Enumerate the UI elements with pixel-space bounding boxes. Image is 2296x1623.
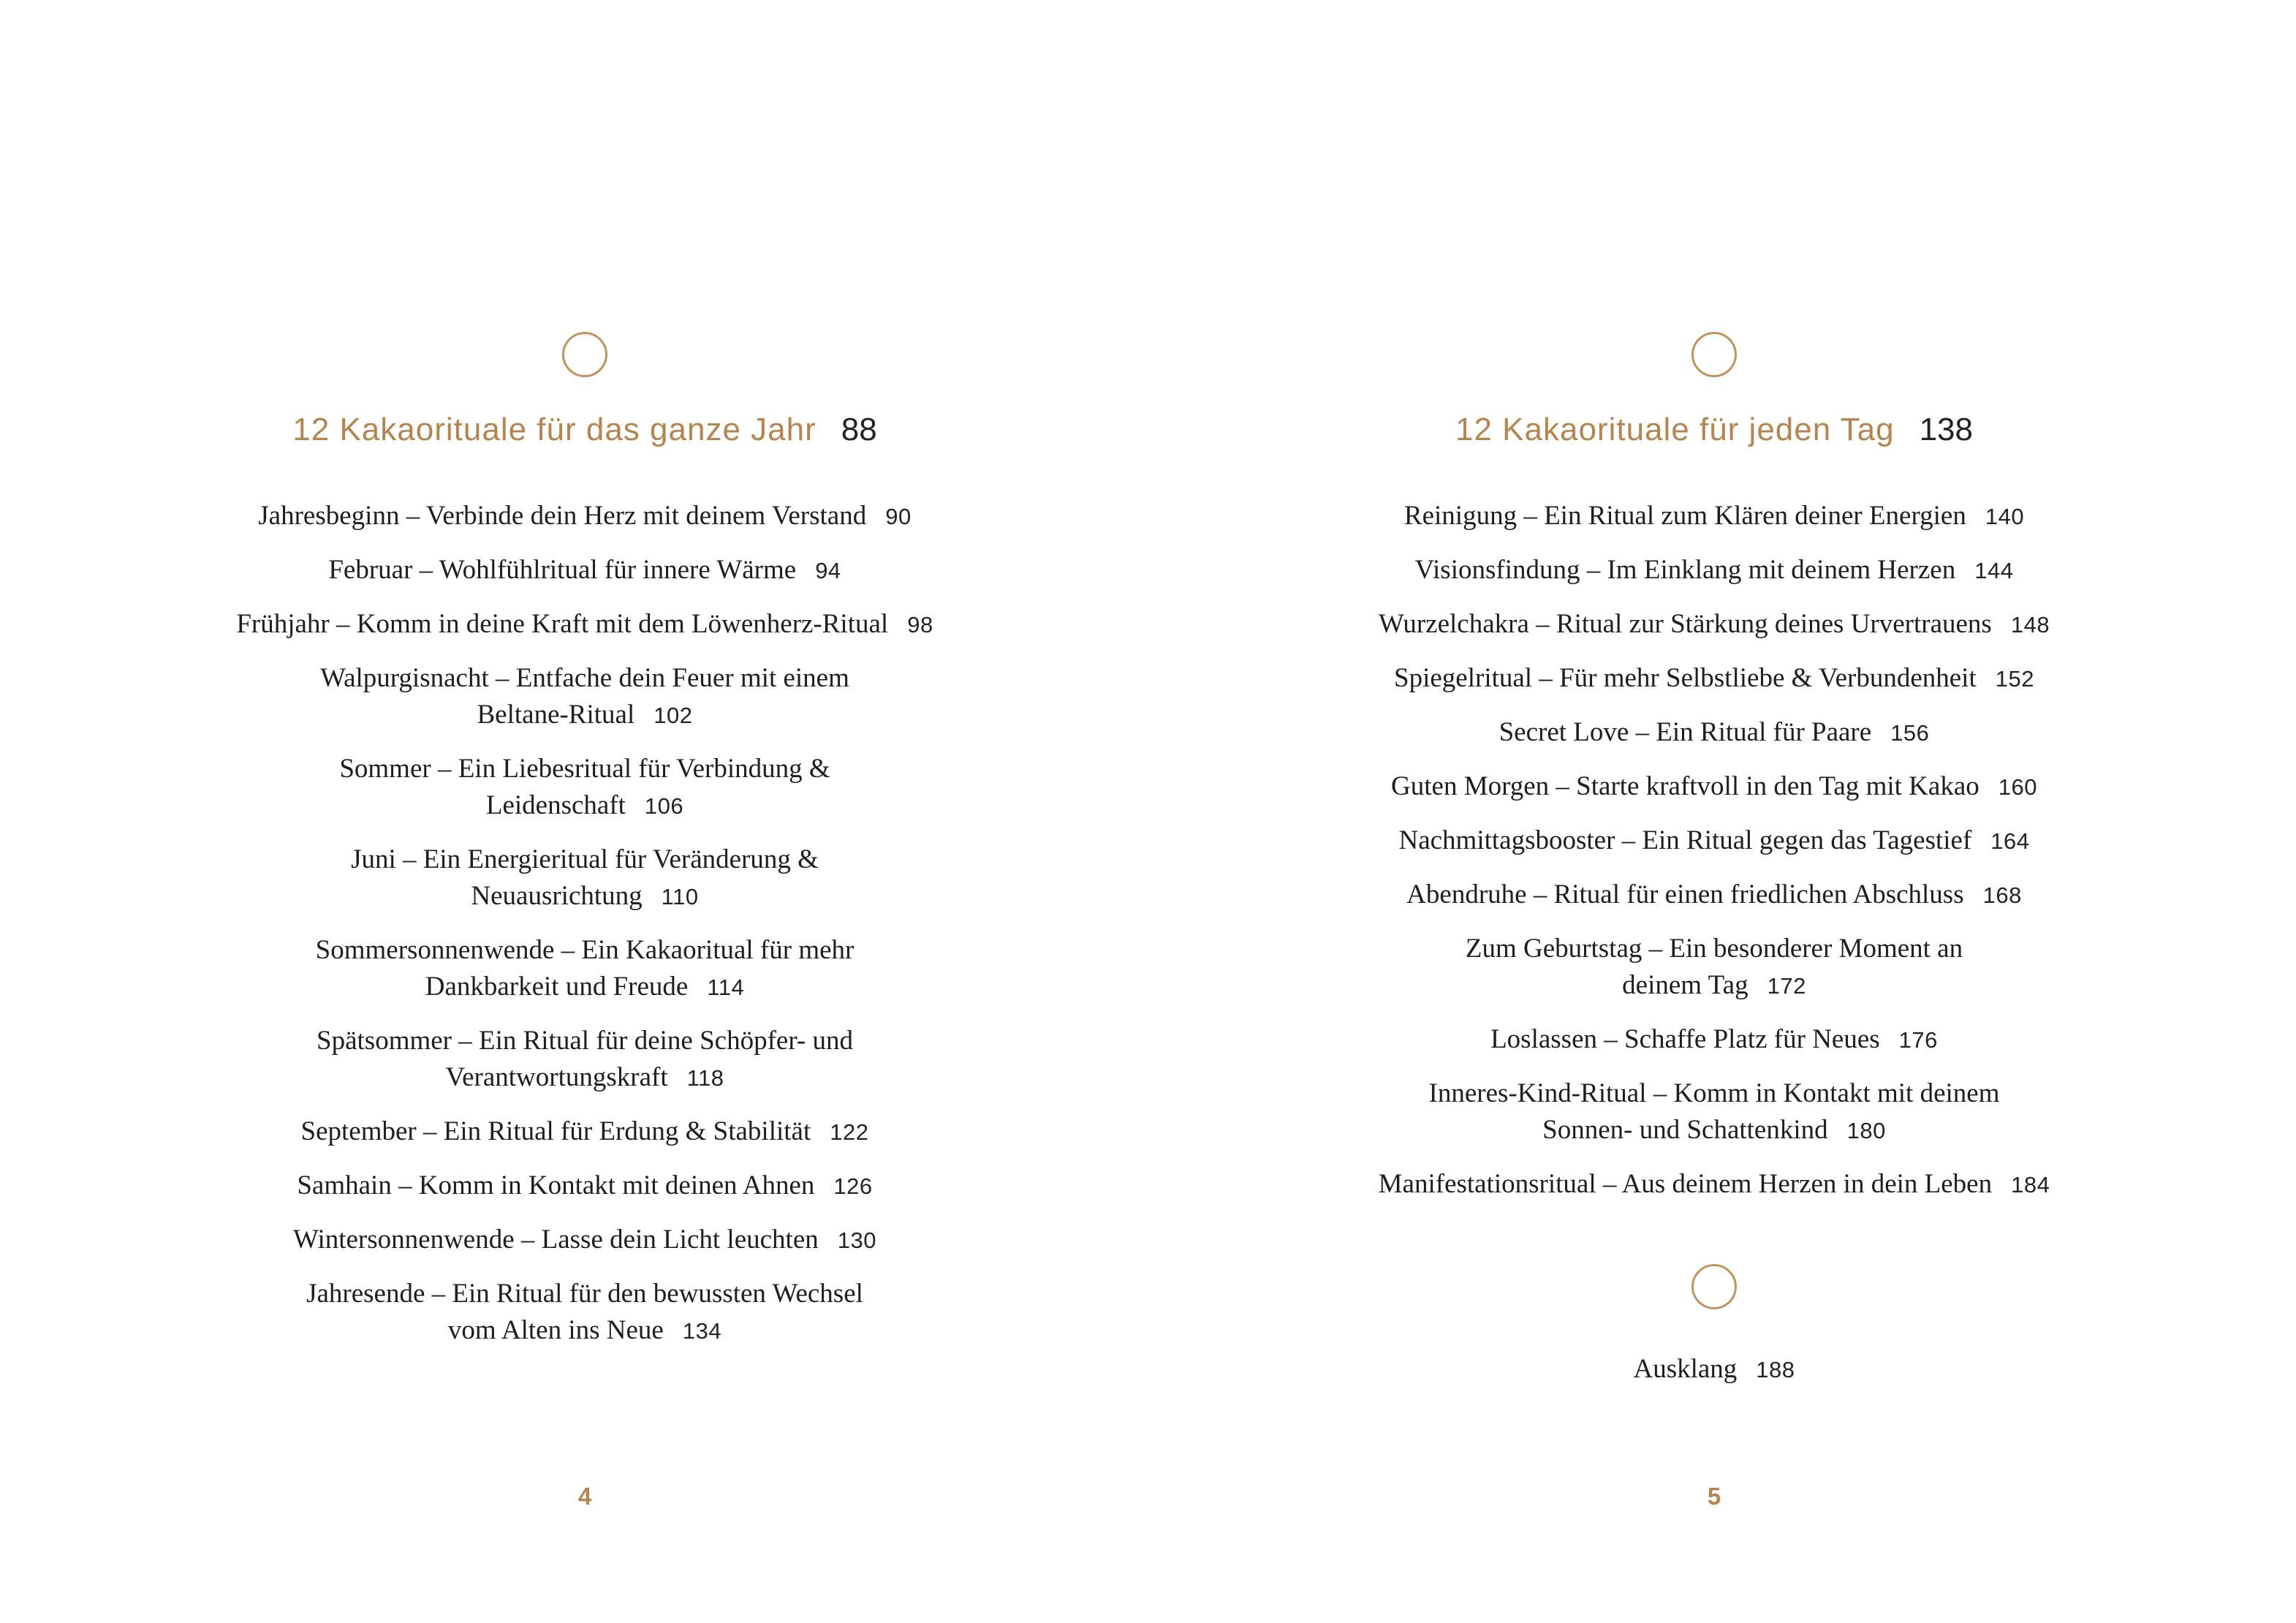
toc-entry: [1243, 714, 2186, 752]
toc-entry-line: Verantwortungskraft 118: [445, 1062, 724, 1092]
toc-entry-page-number: 172: [1767, 973, 1806, 999]
toc-entry-page-number: 134: [682, 1318, 722, 1344]
toc-entry-line: Reinigung – Ein Ritual zum Klären deiner Energien 140: [1403, 501, 2025, 531]
toc-entry-page-number: 168: [1982, 882, 2022, 908]
toc-entry: [1243, 1166, 2186, 1203]
toc-entry-page-number: 98: [907, 612, 933, 638]
toc-entry-page-number: 188: [1756, 1357, 1795, 1382]
toc-entry-line: Leidenschaft 106: [485, 790, 684, 820]
toc-entry: [113, 751, 1056, 825]
toc-entry: [1243, 822, 2186, 860]
toc-entry: [113, 1222, 1056, 1259]
section-heading-page-number: 88: [841, 412, 877, 447]
toc-entry-page-number: 130: [837, 1227, 876, 1253]
toc-entry-page-number: 180: [1846, 1118, 1886, 1143]
closing-circle-ornament-icon: [1691, 1264, 1737, 1309]
toc-entry-page-number: 156: [1890, 720, 1930, 746]
toc-entry-line: Visionsfindung – Im Einklang mit deinem Herzen 144: [1414, 555, 2014, 585]
toc-entry: [113, 1168, 1056, 1205]
toc-entry-line: Manifestationsritual – Aus deinem Herzen in dein Leben 184: [1378, 1169, 2050, 1199]
toc-entry-line: Dankbarkeit und Freude 114: [425, 972, 745, 1002]
toc-entry-page-number: 140: [1985, 504, 2025, 529]
toc-entry-page-number: 102: [653, 703, 693, 728]
toc-entry-page-number: 164: [1990, 828, 2030, 854]
toc-entry-line: Loslassen – Schaffe Platz für Neues 176: [1490, 1024, 1938, 1054]
section-heading-page-number: 138: [1919, 412, 1973, 447]
toc-entry-page-number: 160: [1998, 774, 2037, 800]
toc-entry: [1243, 1075, 2186, 1149]
toc-entry-line: Jahresbeginn – Verbinde dein Herz mit deinem Verstand 90: [258, 501, 912, 531]
toc-entry-line: Nachmittagsbooster – Ein Ritual gegen das Tagestief 164: [1398, 825, 2030, 855]
toc-entry-line: Spätsommer – Ein Ritual für deine Schöpfer- und: [317, 1026, 853, 1056]
closing-entry: [1633, 1351, 1795, 1388]
toc-entry: [1243, 877, 2186, 914]
toc-entry: [1243, 768, 2186, 806]
toc-entry-line: Walpurgisnacht – Entfache dein Feuer mit einem: [320, 663, 849, 693]
toc-entry-line: vom Alten ins Neue 134: [447, 1315, 722, 1345]
toc-entry-line: Samhain – Komm in Kontakt mit deinen Ahnen 126: [297, 1170, 873, 1200]
toc-entry-line: Spiegelritual – Für mehr Selbstliebe & Verbundenheit 152: [1394, 663, 2034, 693]
toc-entry-line: Frühjahr – Komm in deine Kraft mit dem Löwenherz-Ritual 98: [236, 609, 933, 639]
toc-entry-page-number: 114: [707, 975, 745, 1000]
toc-entry-line: Guten Morgen – Starte kraftvoll in den Tag mit Kakao 160: [1391, 771, 2037, 801]
toc-entry-list: [1243, 498, 2186, 1203]
toc-entry: [1243, 931, 2186, 1005]
toc-entry-page-number: 184: [2011, 1172, 2050, 1198]
toc-entry: [113, 932, 1056, 1006]
toc-entry-line: deinem Tag 172: [1622, 970, 1806, 1000]
toc-entry-line: Sonnen- und Schattenkind 180: [1542, 1115, 1886, 1145]
toc-entry-page-number: 106: [644, 793, 684, 819]
toc-entry-line: Wintersonnenwende – Lasse dein Licht leuchten 130: [293, 1225, 876, 1255]
toc-entry-page-number: 118: [686, 1065, 724, 1091]
toc-entry-line: Wurzelchakra – Ritual zur Stärkung deines Urvertrauens 148: [1378, 609, 2050, 639]
toc-entry-list: [113, 498, 1056, 1350]
toc-entry: [113, 1023, 1056, 1097]
toc-entry: [113, 498, 1056, 535]
toc-entry-page-number: 176: [1898, 1027, 1938, 1053]
toc-entry: [113, 1113, 1056, 1151]
page-number: 5: [1707, 1483, 1721, 1510]
section-heading-title: 12 Kakaorituale für jeden Tag: [1455, 412, 1895, 447]
toc-entry-line: Abendruhe – Ritual für einen friedlichen Abschluss 168: [1406, 879, 2022, 909]
section-heading-title: 12 Kakaorituale für das ganze Jahr: [292, 412, 817, 447]
toc-entry: [113, 841, 1056, 915]
toc-page: [113, 0, 1056, 1623]
toc-entry-line: Ausklang 188: [1633, 1354, 1795, 1384]
toc-entry-page-number: 122: [830, 1119, 869, 1145]
toc-entry: [1243, 660, 2186, 697]
toc-entry-line: September – Ein Ritual für Erdung & Stabilität 122: [300, 1116, 869, 1146]
toc-entry-line: Zum Geburtstag – Ein besonderer Moment an: [1465, 934, 1963, 964]
toc-entry-line: Neuausrichtung 110: [471, 881, 699, 911]
toc-entry: [1243, 498, 2186, 535]
circle-ornament-icon: [1691, 332, 1737, 377]
toc-entry-line: Februar – Wohlfühlritual für innere Wärme 94: [328, 555, 841, 585]
toc-entry-page-number: 90: [885, 504, 912, 529]
toc-entry-line: Secret Love – Ein Ritual für Paare 156: [1499, 717, 1930, 747]
toc-entry-line: Juni – Ein Energieritual für Veränderung &: [351, 844, 819, 874]
toc-entry-page-number: 94: [815, 558, 841, 583]
toc-entry: [1243, 606, 2186, 643]
toc-entry-page-number: 110: [661, 884, 699, 909]
page-number: 4: [577, 1483, 592, 1510]
section-heading: [292, 410, 876, 450]
toc-entry: [1243, 1021, 2186, 1059]
toc-entry: [113, 552, 1056, 589]
circle-ornament-icon: [562, 332, 607, 377]
toc-entry: [1243, 552, 2186, 589]
toc-entry-line: Jahresende – Ein Ritual für den bewussten Wechsel: [306, 1279, 863, 1309]
toc-entry-page-number: 126: [833, 1173, 873, 1199]
toc-entry-line: Sommersonnenwende – Ein Kakaoritual für mehr: [315, 935, 855, 965]
toc-page: [1243, 0, 2186, 1623]
toc-entry: [113, 1276, 1056, 1350]
toc-entry-page-number: 152: [1995, 666, 2034, 692]
toc-entry-line: Inneres-Kind-Ritual – Komm in Kontakt mit deinem: [1428, 1078, 2000, 1108]
toc-entry: [113, 660, 1056, 734]
toc-entry-line: Beltane-Ritual 102: [477, 700, 693, 730]
toc-entry-page-number: 148: [2010, 612, 2050, 638]
section-heading: [1455, 410, 1973, 450]
toc-entry: [113, 606, 1056, 643]
toc-entry-page-number: 144: [1974, 558, 2014, 583]
toc-entry-line: Sommer – Ein Liebesritual für Verbindung &: [339, 754, 830, 784]
